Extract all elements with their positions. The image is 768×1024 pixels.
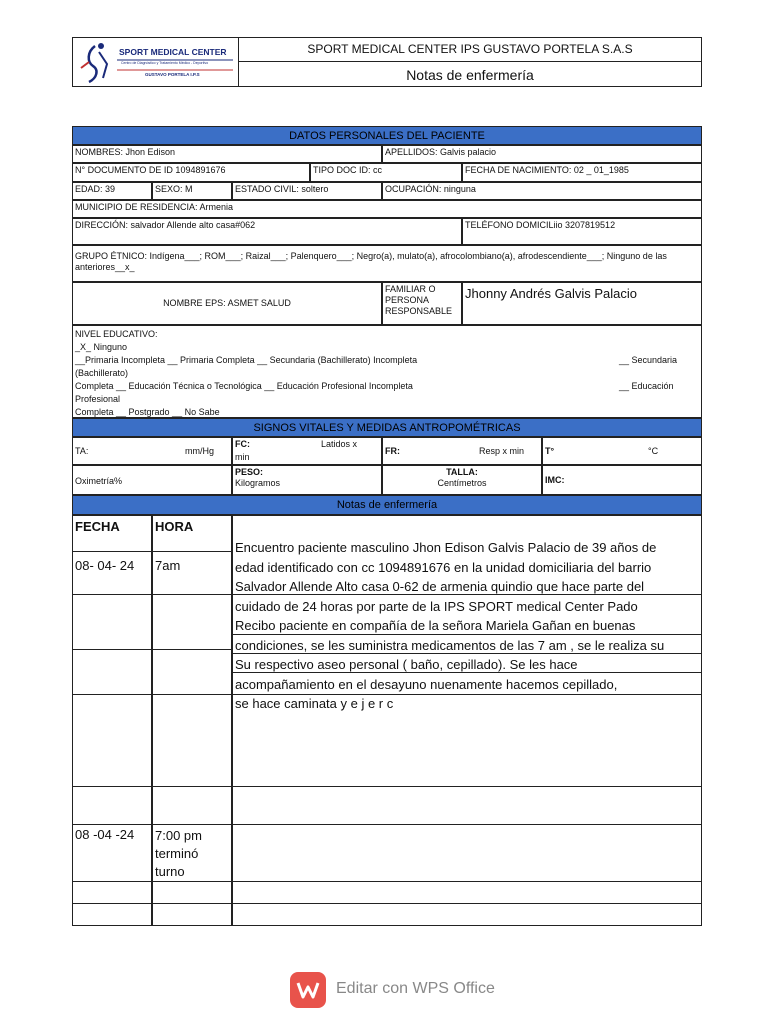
note-line: Recibo paciente en compañía de la señora Mariela Gañan en buenas [235, 618, 636, 633]
company-logo [73, 38, 239, 86]
ta-unit: mm/Hg [185, 446, 214, 456]
note-line: condiciones, se les suministra medicamentos de las 7 am , se le realiza su [235, 637, 665, 653]
imc-field: IMC: [542, 465, 702, 495]
nurse-note-text [235, 538, 664, 714]
row-documento [72, 163, 702, 182]
row-signos-2 [72, 465, 702, 495]
note-line: edad identificado con cc 1094891676 en la unidad domiciliaria del barrio [235, 559, 652, 575]
talla-label: TALLA: [446, 467, 478, 477]
nivel-line: Profesional [75, 394, 121, 404]
oximetria-field: Oximetría% [72, 465, 232, 495]
col-divider [151, 516, 153, 925]
nivel-text: Completa __ Educación Técnica o Tecnológica __ Educación Profesional Incompleta [75, 381, 413, 391]
document-header [72, 37, 702, 87]
logo-subtitle-2: GUSTAVO PORTELA I.P.S [145, 72, 200, 77]
section-notas: Notas de enfermería [72, 495, 702, 515]
row-edad [72, 182, 702, 200]
municipio-field: MUNICIPIO DE RESIDENCIA: Armenia [72, 200, 702, 218]
row-hora: 7:00 pm terminó turno [155, 828, 202, 879]
nivel-line: NIVEL EDUCATIVO: [75, 329, 158, 339]
fecha-nacimiento-field: FECHA DE NACIMIENTO: 02 _ 01_1985 [462, 163, 702, 182]
nivel-text-right: __ Educación [619, 381, 674, 391]
nivel-line [75, 380, 699, 393]
peso-label: PESO: [235, 467, 264, 477]
fr-unit: Resp x min [479, 446, 525, 456]
peso-unit: Kilogramos [235, 478, 281, 488]
col-divider [231, 516, 233, 925]
familiar-label: FAMILIAR O PERSONA RESPONSABLE [382, 282, 462, 325]
documento-field: N° DOCUMENTO DE ID 1094891676 [72, 163, 310, 182]
tipo-doc-field: TIPO DOC ID: cc [310, 163, 462, 182]
ta-label: TA: [75, 446, 89, 456]
note-line: Salvador Allende Alto casa 0-62 de armenia quindio que hace parte del [235, 579, 645, 594]
t-unit: °C [648, 446, 659, 456]
row-grupo-etnico [72, 245, 702, 282]
section-signos-vitales: SIGNOS VITALES Y MEDIDAS ANTROPOMÉTRICAS [72, 418, 702, 437]
nivel-line: _X_ Ninguno [75, 342, 128, 352]
section-datos-personales: DATOS PERSONALES DEL PACIENTE [72, 126, 702, 145]
nivel-text-right: __ Secundaria [619, 355, 678, 365]
col-hora-header: HORA [155, 519, 194, 534]
note-line: acompañamiento en el desayuno nuenamente hacemos cepillado, [235, 676, 618, 692]
fr-label: FR: [385, 446, 400, 456]
nivel-line: (Bachillerato) [75, 368, 129, 378]
telefono-field: TELÉFONO DOMICILiio 3207819512 [462, 218, 702, 245]
fc-unit: Latidos x [321, 439, 358, 449]
row-fecha: 08- 04- 24 [75, 558, 135, 573]
note-line: se hace caminata y e j e r c [235, 696, 394, 711]
grupo-etnico-field: GRUPO ÉTNICO: Indígena___; ROM___; Raizal___; Palenquero___; Negro(a), mulato(a), afrocolombiano(a), afrodescendiente___; Ninguno de las anteriores__x_ [72, 245, 702, 282]
fc-unit-2: min [235, 452, 250, 462]
apellidos-field: APELLIDOS: Galvis palacio [382, 145, 702, 163]
row-municipio [72, 200, 702, 218]
estado-civil-field: ESTADO CIVIL: soltero [232, 182, 382, 200]
nivel-educativo-field [72, 325, 702, 418]
row-fecha: 08 -04 -24 [75, 827, 135, 842]
fc-field [232, 437, 382, 465]
company-name: SPORT MEDICAL CENTER IPS GUSTAVO PORTELA S.A.S [239, 38, 701, 62]
sexo-field: SEXO: M [152, 182, 232, 200]
col-fecha-header: FECHA [75, 519, 120, 534]
temperatura-field [542, 437, 702, 465]
fr-field [382, 437, 542, 465]
row-nivel-educativo [72, 325, 702, 418]
talla-field [382, 465, 542, 495]
row-nombres [72, 145, 702, 163]
note-line: cuidado de 24 horas por parte de la IPS SPORT medical Center Pado [235, 598, 638, 614]
logo-title: SPORT MEDICAL CENTER [119, 47, 227, 57]
wps-edit-button[interactable] [290, 972, 500, 1008]
ta-field [72, 437, 232, 465]
talla-unit: Centímetros [437, 478, 487, 488]
nombres-field: NOMBRES: Jhon Edison [72, 145, 382, 163]
nivel-line [75, 354, 699, 367]
nivel-text: __Primaria Incompleta __ Primaria Completa __ Secundaria (Bachillerato) Incompleta [75, 355, 418, 365]
row-direccion [72, 218, 702, 245]
eps-field: NOMBRE EPS: ASMET SALUD [72, 282, 382, 325]
wps-label: Editar con WPS Office [336, 980, 495, 997]
wps-icon [290, 972, 326, 1008]
nivel-line: Completa __ Postgrado __ No Sabe [75, 407, 220, 417]
note-line: Su respectivo aseo personal ( baño, cepillado). Se les hace [235, 657, 578, 672]
fc-label: FC: [235, 439, 250, 449]
t-label: T° [545, 446, 555, 456]
ocupacion-field: OCUPACIÓN: ninguna [382, 182, 702, 200]
logo-subtitle: Centro de Diagnóstico y Tratamiento Médico - Deportivo [121, 61, 209, 65]
familiar-value: Jhonny Andrés Galvis Palacio [462, 282, 702, 325]
peso-field [232, 465, 382, 495]
document-title: Notas de enfermería [406, 67, 534, 83]
direccion-field: DIRECCIÓN: salvador Allende alto casa#062 [72, 218, 462, 245]
row-signos-1 [72, 437, 702, 465]
note-line: Encuentro paciente masculino Jhon Edison Galvis Palacio de 39 años de [235, 540, 657, 555]
edad-field: EDAD: 39 [72, 182, 152, 200]
notes-table [72, 515, 702, 926]
row-hora: 7am [155, 558, 181, 573]
row-eps [72, 282, 702, 325]
